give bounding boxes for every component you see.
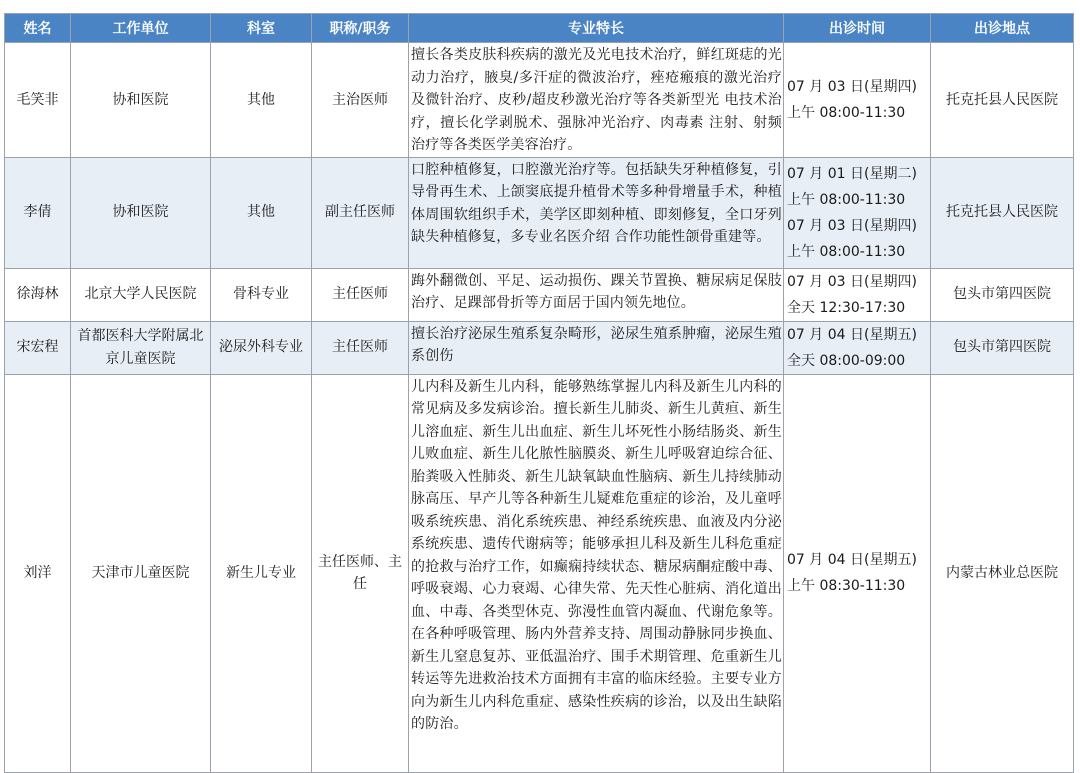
clinic-location: 包头市第四医院 xyxy=(931,268,1074,321)
doctor-unit: 北京大学人民医院 xyxy=(71,268,211,321)
table-row xyxy=(5,321,1074,374)
doctor-dept: 其他 xyxy=(211,157,312,268)
clinic-time xyxy=(784,321,931,374)
clinic-hours: 上午 08:00-11:30 xyxy=(787,191,906,208)
clinic-hours: 上午 08:30-11:30 xyxy=(787,578,906,594)
clinic-hours: 上午 08:00-11:30 xyxy=(787,104,906,121)
clinic-date: 07 月 04 日(星期五) xyxy=(787,552,917,568)
doctor-name: 毛笑非 xyxy=(5,43,71,158)
clinic-time xyxy=(784,43,931,158)
clinic-location: 包头市第四医院 xyxy=(931,321,1074,374)
doctor-unit: 天津市儿童医院 xyxy=(71,374,211,772)
doctor-unit: 协和医院 xyxy=(71,157,211,268)
doctor-unit: 协和医院 xyxy=(71,43,211,158)
doctor-name: 宋宏程 xyxy=(5,321,71,374)
clinic-date: 07 月 03 日(星期四) xyxy=(787,78,917,95)
clinic-hours: 全天 12:30-17:30 xyxy=(787,299,906,316)
header-location: 出诊地点 xyxy=(931,14,1074,43)
clinic-location: 内蒙古林业总医院 xyxy=(931,374,1074,772)
clinic-hours: 全天 08:00-09:00 xyxy=(787,352,906,369)
table-row xyxy=(5,43,1074,158)
header-unit: 工作单位 xyxy=(71,14,211,43)
header-dept: 科室 xyxy=(211,14,312,43)
table-header-row xyxy=(5,14,1074,43)
table-row xyxy=(5,268,1074,321)
clinic-hours: 上午 08:00-11:30 xyxy=(787,243,906,260)
doctor-specialty: 擅长各类皮肤科疾病的激光及光电技术治疗，鲜红斑痣的光动力治疗，腋臭/多汗症的微波治疗，痤疮瘢痕的激光治疗及微针治疗、皮秒/超皮秒激光治疗等各类新型光 电技术治疗，擅长化学剥脱术、强脉冲光治疗、肉毒素 注射、射频治疗等各类医学美容治疗。 xyxy=(409,43,784,158)
header-specialty: 专业特长 xyxy=(409,14,784,43)
table-row xyxy=(5,374,1074,772)
doctor-name: 刘洋 xyxy=(5,374,71,772)
header-name: 姓名 xyxy=(5,14,71,43)
doctor-title: 主任医师、主任 xyxy=(312,374,409,772)
clinic-date: 07 月 04 日(星期五) xyxy=(787,326,917,343)
header-time: 出诊时间 xyxy=(784,14,931,43)
clinic-date: 07 月 03 日(星期四) xyxy=(787,217,917,234)
doctor-specialty: 擅长治疗泌尿生殖系复杂畸形，泌尿生殖系肿瘤，泌尿生殖系创伤 xyxy=(409,321,784,374)
doctor-dept: 骨科专业 xyxy=(211,268,312,321)
clinic-date: 07 月 01 日(星期二) xyxy=(787,165,917,182)
clinic-location: 托克托县人民医院 xyxy=(931,43,1074,158)
header-title: 职称/职务 xyxy=(312,14,409,43)
doctor-name: 李倩 xyxy=(5,157,71,268)
clinic-time xyxy=(784,374,931,772)
clinic-location: 托克托县人民医院 xyxy=(931,157,1074,268)
doctor-title: 主任医师 xyxy=(312,268,409,321)
doctor-dept: 其他 xyxy=(211,43,312,158)
doctor-specialty: 儿内科及新生儿内科，能够熟练掌握儿内科及新生儿内科的常见病及多发病诊治。擅长新生儿肺炎、新生儿黄疸、新生儿溶血症、新生儿出血症、新生儿坏死性小肠结肠炎、新生儿败血症、新生儿化脓性脑膜炎、新生儿呼吸窘迫综合征、胎粪吸入性肺炎、新生儿缺氧缺血性脑病、新生儿持续肺动脉高压、早产儿等各种新生儿疑难危重症的诊治，及儿童呼吸系统疾患、消化系统疾患、神经系统疾患、血液及内分泌系统疾患、遗传代谢病等；能够承担儿科及新生儿科危重症的抢救与治疗工作，如癫痫持续状态、糖尿病酮症酸中毒、呼吸衰竭、心力衰竭、心律失常、先天性心脏病、消化道出血、中毒、各类型休克、弥漫性血管内凝血、代谢危象等。在各种呼吸管理、肠内外营养支持、周围动静脉同步换血、新生儿窒息复苏、亚低温治疗、围手术期管理、危重新生儿转运等先进救治技术方面拥有丰富的临床经验。主要专业方向为新生儿内科危重症、感染性疾病的诊治，以及出生缺陷的防治。 xyxy=(409,374,784,772)
doctor-specialty: 踇外翻微创、平足、运动损伤、踝关节置换、糖尿病足保肢治疗、足踝部骨折等方面居于国内领先地位。 xyxy=(409,268,784,321)
doctor-title: 副主任医师 xyxy=(312,157,409,268)
doctor-dept: 泌尿外科专业 xyxy=(211,321,312,374)
doctor-title: 主任医师 xyxy=(312,321,409,374)
table-row xyxy=(5,157,1074,268)
clinic-date: 07 月 03 日(星期四) xyxy=(787,273,917,290)
clinic-time xyxy=(784,268,931,321)
doctor-specialty: 口腔种植修复，口腔激光治疗等。包括缺失牙种植修复，引导骨再生术、上颌窦底提升植骨术等多种骨增量手术，种植体周围软组织手术，美学区即刻种植、即刻修复，全口牙列缺失种植修复，多专业名医介绍 合作功能性颌骨重建等。 xyxy=(409,157,784,268)
doctor-schedule-table xyxy=(4,13,1074,773)
clinic-time xyxy=(784,157,931,268)
doctor-unit: 首都医科大学附属北京儿童医院 xyxy=(71,321,211,374)
doctor-name: 徐海林 xyxy=(5,268,71,321)
doctor-title: 主治医师 xyxy=(312,43,409,158)
doctor-dept: 新生儿专业 xyxy=(211,374,312,772)
